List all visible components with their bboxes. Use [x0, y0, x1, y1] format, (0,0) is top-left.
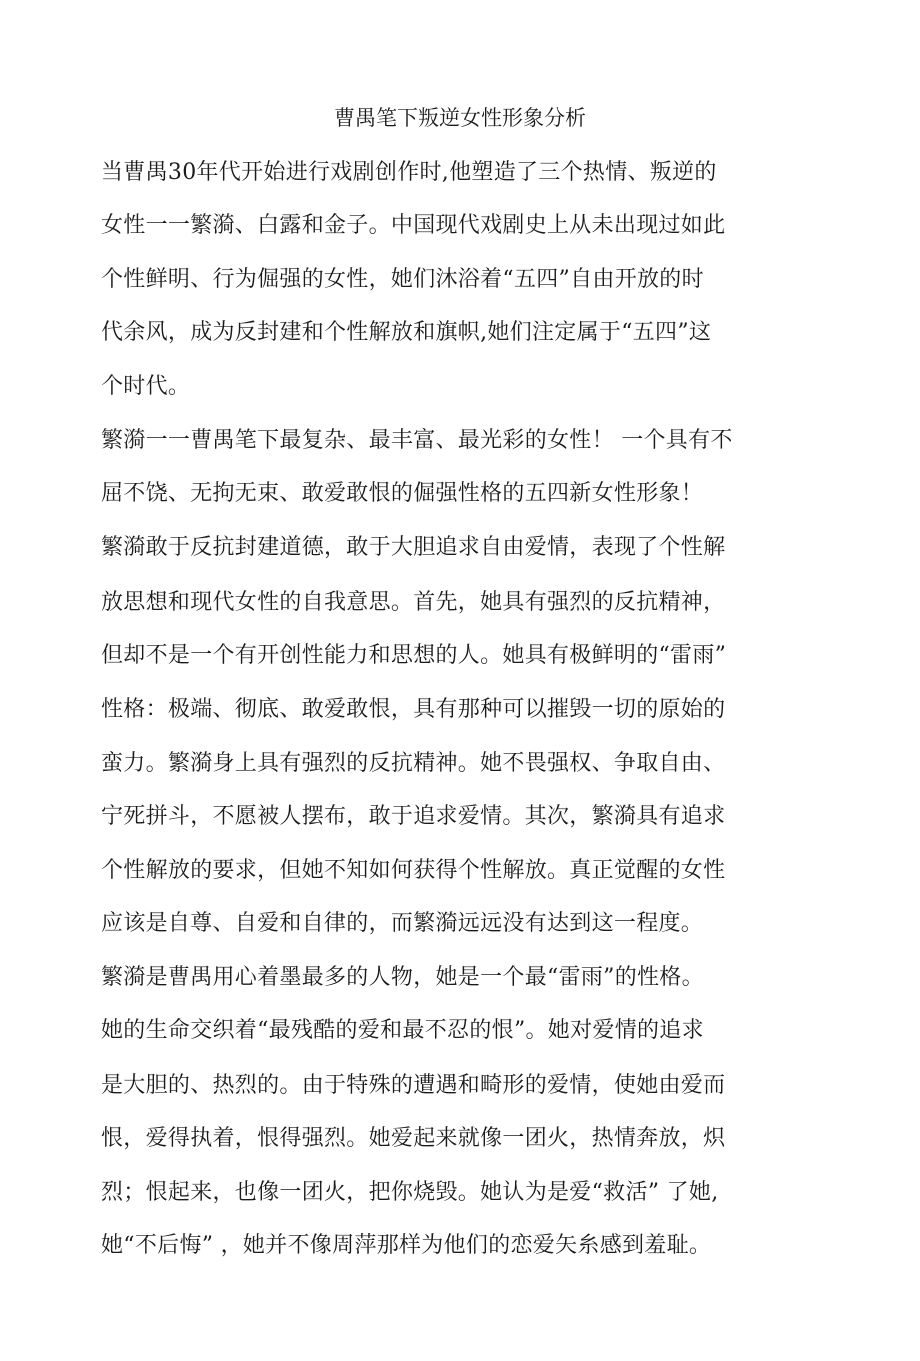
text-line: 应该是自尊、自爱和自律的，而繁漪远远没有达到这一程度。 — [101, 911, 704, 936]
text-line: 烈；恨起来，也像一团火，把你烧毁。她认为是爱“救活” 了她, — [101, 1180, 719, 1205]
text-line: 是大胆的、热烈的。由于特殊的遭遇和畸形的爱情，使她由爱而 — [101, 1073, 726, 1098]
text-line: 繁漪敢于反抗封建道德，敢于大胆追求自由爱情，表现了个性解 — [101, 535, 726, 560]
text-line: 宁死拼斗，不愿被人摆布，敢于追求爱情。其次，繁漪具有追求 — [101, 804, 726, 829]
text-line: 个性鲜明、行为倔强的女性，她们沐浴着“五四”自由开放的时 — [101, 267, 704, 292]
text-line: 她“不后悔” ，她并不像周萍那样为他们的恋爱矢糸感到羞耻。 — [101, 1233, 712, 1258]
text-line: 但却不是一个有开创性能力和思想的人。她具有极鲜明的“雷雨” — [101, 643, 727, 668]
text-line: 蛮力。繁漪身上具有强烈的反抗精神。她不畏强权、争取自由、 — [101, 751, 726, 776]
document-title: 曹禺笔下叛逆女性形象分析 — [334, 106, 586, 130]
text-line: 繁漪一一曹禺笔下最复杂、最丰富、最光彩的女性！ 一个具有不 — [101, 428, 733, 453]
text-line: 繁漪是曹禺用心着墨最多的人物，她是一个最“雷雨”的性格。 — [101, 965, 704, 990]
text-line: 女性一一繁漪、白露和金子。中国现代戏剧史上从未出现过如此 — [101, 213, 726, 238]
text-line: 性格：极端、彻底、敢爱敢恨，具有那种可以摧毁一切的原始的 — [101, 697, 726, 722]
text-line: 代余风，成为反封建和个性解放和旗帜,她们注定属于“五四”这 — [101, 320, 712, 345]
text-line: 当曹禺30年代开始进行戏剧创作时,他塑造了三个热情、叛逆的 — [101, 160, 717, 185]
text-line: 屈不饶、无拘无束、敢爱敢恨的倔强性格的五四新女性形象！ — [101, 481, 704, 506]
text-line: 恨，爱得执着，恨得强烈。她爱起来就像一团火，热情奔放，炽 — [101, 1126, 726, 1151]
text-line: 个时代。 — [101, 374, 191, 399]
text-line: 个性解放的要求，但她不知如何获得个性解放。真正觉醒的女性 — [101, 858, 726, 883]
text-line: 她的生命交织着“最残酷的爱和最不忍的恨”。她对爱情的追求 — [101, 1018, 704, 1043]
text-line: 放思想和现代女性的自我意思。首先，她具有强烈的反抗精神， — [101, 590, 726, 615]
